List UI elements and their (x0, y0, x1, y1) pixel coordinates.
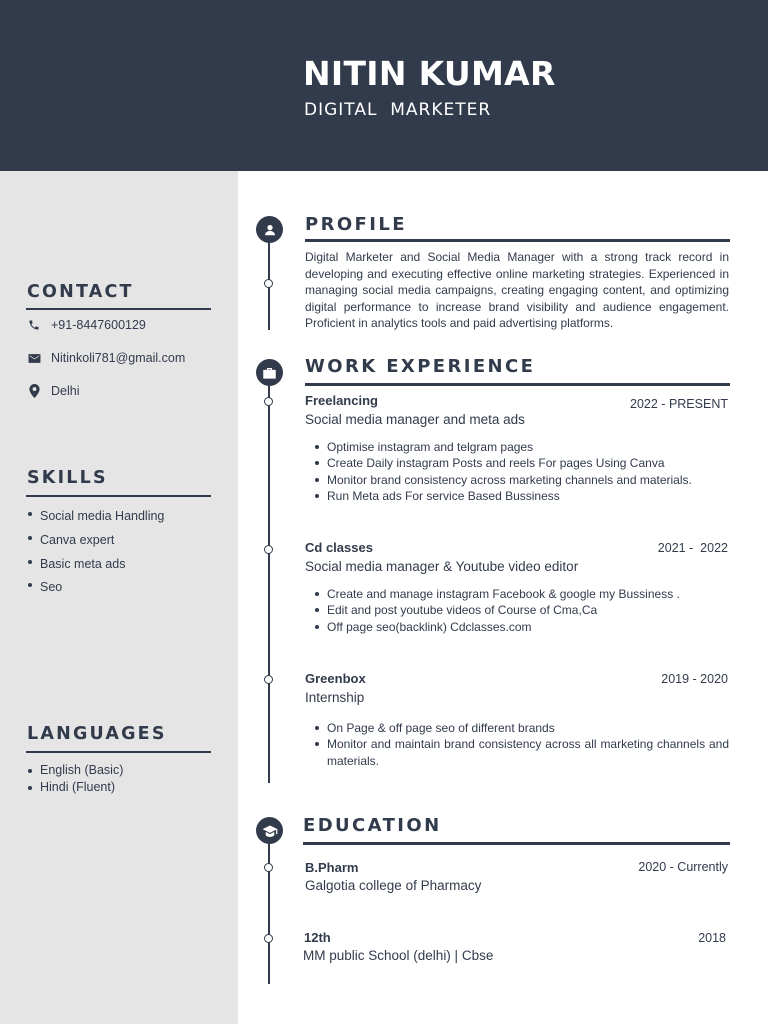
phone-text[interactable]: +91-8447600129 (51, 318, 146, 332)
timeline-dot (264, 863, 273, 872)
job-bullets (327, 439, 729, 505)
languages-list (26, 762, 123, 795)
job-company: Freelancing (305, 393, 378, 408)
candidate-role: DIGITAL MARKETER (304, 100, 492, 120)
job-role: Social media manager & Youtube video editor (305, 559, 579, 574)
languages-divider (26, 751, 211, 753)
work-divider (305, 383, 730, 386)
skills-list (26, 505, 164, 600)
profile-summary: Digital Marketer and Social Media Manager with a strong track record in developing and executing effective online marketing strategies. Experienced in managing social media campaigns, creating engaging content, and optimizing digital performance to increase brand visibility and audience engagement. Proficient in analytics tools and paid advertising platforms. (305, 250, 729, 331)
contact-divider (26, 308, 211, 310)
education-dates: 2018 (698, 931, 726, 945)
header-banner (0, 0, 768, 171)
contact-phone (27, 318, 146, 332)
contact-heading: CONTACT (27, 282, 134, 302)
education-degree: B.Pharm (305, 860, 359, 875)
job-bullet: Monitor brand consistency across marketing channels and materials. (327, 472, 729, 488)
timeline-dot (264, 397, 273, 406)
job-bullet: Run Meta ads For service Based Bussiness (327, 488, 729, 504)
profile-divider (305, 239, 730, 242)
user-icon (263, 223, 277, 237)
timeline-line-work (268, 383, 270, 783)
work-heading: WORK EXPERIENCE (305, 356, 536, 377)
graduation-cap-icon (262, 824, 278, 838)
skill-item: Seo (26, 576, 164, 600)
candidate-name: NITIN KUMAR (303, 54, 556, 93)
skill-item: Canva expert (26, 529, 164, 553)
languages-heading: LANGUAGES (27, 724, 167, 744)
briefcase-icon (262, 366, 277, 380)
job-dates: 2022 - PRESENT (630, 397, 728, 411)
location-text: Delhi (51, 384, 80, 398)
phone-icon (27, 318, 41, 332)
education-school: Galgotia college of Pharmacy (305, 878, 482, 893)
location-pin-icon (27, 384, 41, 398)
job-company: Greenbox (305, 671, 366, 686)
job-bullets (327, 720, 729, 769)
contact-location (27, 384, 80, 398)
profile-heading: PROFILE (305, 214, 407, 235)
job-bullet: Monitor and maintain brand consistency across all marketing channels and materials. (327, 737, 729, 768)
language-item: English (Basic) (26, 762, 123, 779)
job-role: Internship (305, 690, 365, 705)
job-bullet: Edit and post youtube videos of Course of Cma,Ca (327, 602, 729, 618)
contact-email (27, 351, 185, 365)
job-dates: 2021 - 2022 (657, 541, 728, 555)
profile-section-icon (256, 216, 283, 243)
education-dates: 2020 - Currently (638, 860, 728, 874)
job-bullet: Create and manage instagram Facebook & google my Bussiness . (327, 586, 729, 602)
education-school: MM public School (delhi) | Cbse (303, 948, 494, 963)
job-bullets (327, 586, 729, 635)
job-role: Social media manager and meta ads (305, 412, 525, 427)
work-section-icon (256, 359, 283, 386)
language-item: Hindi (Fluent) (26, 779, 123, 796)
job-bullet: Off page seo(backlink) Cdclasses.com (327, 619, 729, 635)
job-bullet: On Page & off page seo of different brands (327, 720, 729, 736)
education-divider (303, 842, 730, 845)
timeline-dot (264, 279, 273, 288)
timeline-dot (264, 934, 273, 943)
education-heading: EDUCATION (303, 815, 442, 836)
skills-heading: SKILLS (27, 468, 108, 488)
timeline-dot (264, 675, 273, 684)
skills-divider (26, 495, 211, 497)
skill-item: Social media Handling (26, 505, 164, 529)
email-text[interactable]: Nitinkoli781@gmail.com (51, 351, 186, 365)
education-degree: 12th (304, 930, 331, 945)
mail-icon (27, 351, 41, 365)
skill-item: Basic meta ads (26, 553, 164, 577)
job-bullet: Create Daily instagram Posts and reels For pages Using Canva (327, 455, 729, 471)
job-dates: 2019 - 2020 (661, 672, 728, 686)
job-bullet: Optimise instagram and telgram pages (327, 439, 729, 455)
timeline-dot (264, 545, 273, 554)
job-company: Cd classes (305, 540, 373, 555)
education-section-icon (256, 817, 283, 844)
